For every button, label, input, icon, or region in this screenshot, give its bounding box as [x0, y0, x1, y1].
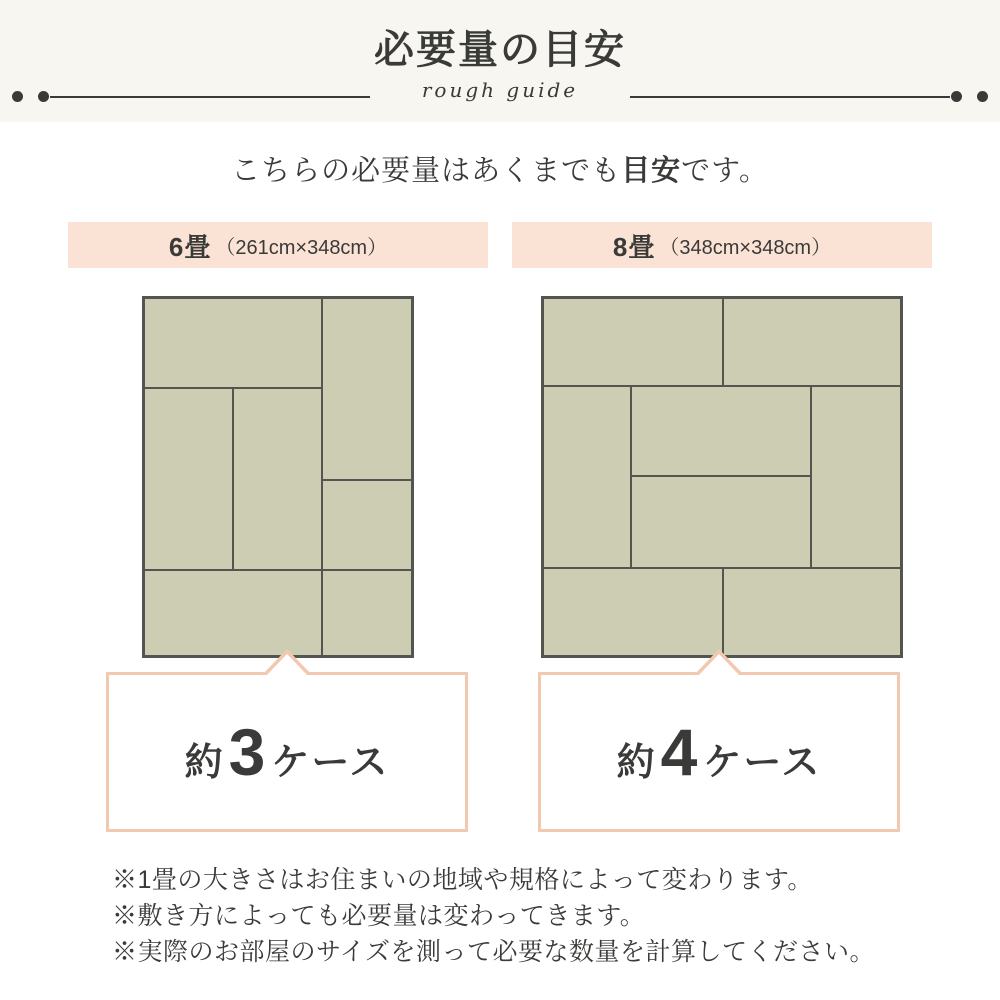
result-text-6jo	[184, 714, 390, 789]
lead-suffix: です。	[681, 155, 769, 187]
callout-notch-fill-8jo	[698, 654, 740, 676]
result-callout-8jo	[538, 672, 900, 832]
result-number-6jo: 3	[228, 714, 268, 789]
tatami-mat	[322, 298, 412, 480]
footnote-3: ※実際のお部屋のサイズを測って必要な数量を計算してください。	[112, 938, 876, 966]
page-title: 必要量の目安	[374, 28, 626, 72]
result-suffix-6jo: ケース	[271, 741, 390, 784]
lead-text	[0, 148, 1000, 189]
room-column-8jo	[512, 222, 932, 658]
size-label-8jo	[512, 222, 932, 268]
footnote-2: ※敷き方によっても必要量は変わってきます。	[112, 902, 646, 930]
result-number-8jo: 4	[660, 714, 700, 789]
header-subtitle: rough guide	[421, 78, 579, 102]
callout-notch-fill-6jo	[266, 654, 308, 676]
result-prefix-6jo: 約	[184, 741, 225, 784]
tatami-mat	[723, 568, 901, 656]
result-prefix-8jo: 約	[616, 741, 657, 784]
tatami-mat	[631, 386, 811, 476]
tatami-mat	[322, 480, 412, 570]
tatami-mat	[144, 298, 322, 388]
room-column-6jo	[68, 222, 488, 658]
footnotes	[112, 862, 932, 970]
lead-emphasis: 目安	[621, 155, 682, 187]
header-banner	[0, 0, 1000, 122]
size-label-8jo-title: 8畳	[612, 231, 656, 262]
result-callout-6jo	[106, 672, 468, 832]
tatami-diagram-6jo	[142, 296, 414, 658]
tatami-mat	[811, 386, 901, 568]
header-subtitle-row	[0, 78, 1000, 118]
size-label-6jo-title: 6畳	[168, 231, 212, 262]
size-label-6jo	[68, 222, 488, 268]
tatami-mat	[543, 298, 723, 386]
tatami-diagram-8jo	[541, 296, 903, 658]
tatami-mat	[543, 386, 631, 568]
tatami-mat	[631, 476, 811, 568]
lead-prefix: こちらの必要量はあくまでも	[231, 155, 622, 187]
tatami-mat	[144, 570, 322, 656]
tatami-mat	[723, 298, 901, 386]
tatami-mat	[144, 388, 233, 570]
size-label-6jo-dimensions: （261cm×348cm）	[215, 236, 388, 259]
tatami-mat	[543, 568, 723, 656]
tatami-mat	[322, 570, 412, 656]
result-suffix-8jo: ケース	[703, 741, 822, 784]
footnote-1: ※1畳の大きさはお住まいの地域や規格によって変わります。	[112, 866, 813, 894]
result-text-8jo	[616, 714, 822, 789]
size-label-8jo-dimensions: （348cm×348cm）	[659, 236, 832, 259]
tatami-mat	[233, 388, 322, 570]
